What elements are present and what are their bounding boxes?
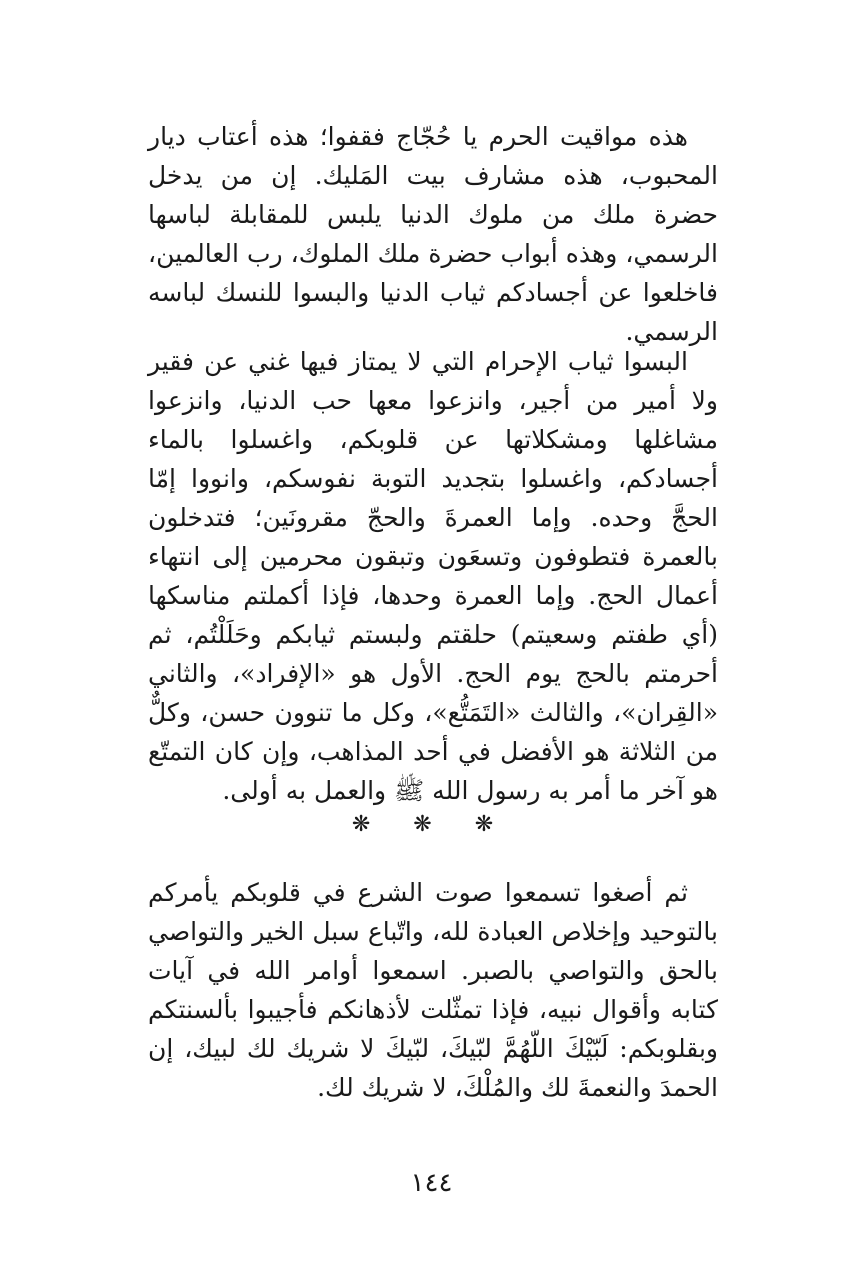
paragraph-3: ثم أصغوا تسمعوا صوت الشرع في قلوبكم يأمركم بالتوحيد وإخلاص العبادة لله، واتّباع سبل الخير والتواصي بالحق والتواصي بالصبر. اسمعوا أوامر الله في آيات كتابه وأقوال نبيه، فإذا تمثّلت لأذهانكم فأجيبوا بألسنتكم وبقلوبكم: لَبّيْكَ اللّهُمَّ لبّيكَ، لبّيكَ لا شريك لك لبيك، إن الحمدَ والنعمةَ لك والمُلْكَ، لا شريك لك. xyxy=(148,878,718,1102)
page-number: ١٤٤ xyxy=(410,1168,453,1198)
paragraph-1-block xyxy=(148,117,718,351)
paragraph-2-block xyxy=(148,342,718,810)
paragraph-3-block xyxy=(148,873,718,1107)
paragraph-2: البسوا ثياب الإحرام التي لا يمتاز فيها غني عن فقير ولا أمير من أجير، وانزعوا معها حب الدنيا، وانزعوا مشاغلها ومشكلاتها عن قلوبكم، واغسلوا بالماء أجسادكم، واغسلوا بتجديد التوبة نفوسكم، وانووا إمّا الحجَّ وحده. وإما العمرةَ والحجّ مقرونَين؛ فتدخلون بالعمرة فتطوفون وتسعَون وتبقون محرمين إلى انتهاء أعمال الحج. وإما العمرة وحدها، فإذا أكملتم مناسكها (أي طفتم وسعيتم) حلقتم ولبستم ثيابكم وحَلَلْتُم، ثم أحرمتم بالحج يوم الحج. الأول هو «الإفراد»، والثاني «القِران»، والثالث «التَمَتُّع»، وكل ما تنوون حسن، وكلٌّ من الثلاثة هو الأفضل في أحد المذاهب، وإن كان التمتّع هو آخر ما أمر به رسول الله ﷺ والعمل به أولى. xyxy=(148,347,718,805)
section-separator: ❋ ❋ ❋ xyxy=(351,812,512,837)
paragraph-1: هذه مواقيت الحرم يا حُجّاج فقفوا؛ هذه أعتاب ديار المحبوب، هذه مشارف بيت المَليك. إن من يدخل حضرة ملك من ملوك الدنيا يلبس للمقابلة لباسها الرسمي، وهذه أبواب حضرة ملك الملوك، رب العالمين، فاخلعوا عن أجسادكم ثياب الدنيا والبسوا للنسك لباسه الرسمي. xyxy=(148,122,718,346)
